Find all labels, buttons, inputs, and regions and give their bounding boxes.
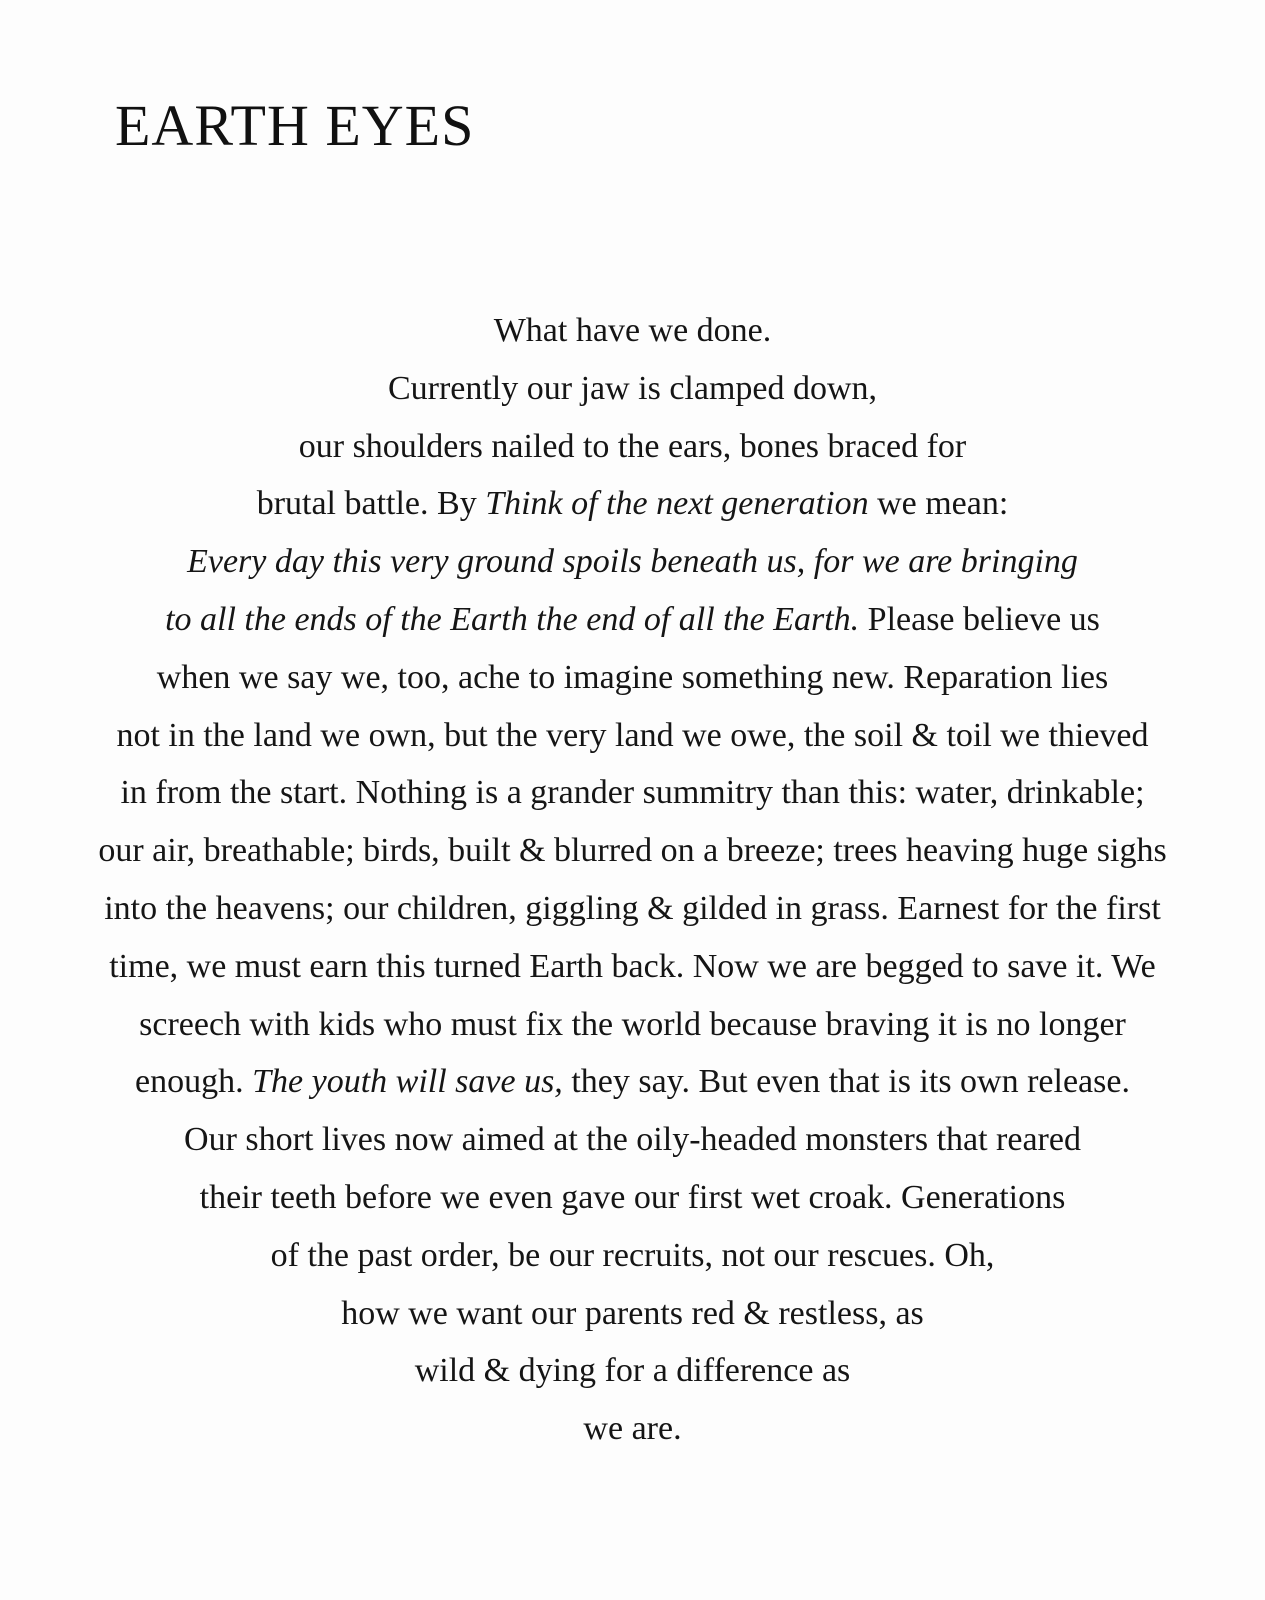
poem-italic-text: The youth will save us, [252,1063,563,1101]
poem-text: Please believe us [859,600,1100,638]
poem-line [20,302,1245,360]
poem-title: EARTH EYES [115,93,475,158]
poem-line [20,1342,1245,1400]
poem-line [20,591,1245,649]
poem-text: enough. [135,1063,253,1101]
poem-text: our air, breathable; birds, built & blurred on a breeze; trees heaving huge sighs [98,832,1167,870]
poem-line [20,475,1245,533]
poem-text: when we say we, too, ache to imagine something new. Reparation lies [156,658,1109,696]
poem-text: how we want our parents red & restless, as [341,1294,924,1332]
poem-text: of the past order, be our recruits, not our rescues. Oh, [270,1236,995,1274]
poem-line [20,1053,1245,1111]
poem-text: we are. [583,1410,682,1448]
poem-text: time, we must earn this turned Earth back. Now we are begged to save it. We [109,947,1156,985]
poem-text: our shoulders nailed to the ears, bones braced for [298,427,967,465]
poem-line [20,418,1245,476]
poem-line [20,707,1245,765]
poem-text: What have we done. [493,312,772,349]
poem-italic-text: Think of the next generation [485,485,869,523]
poem-line [20,360,1245,418]
poem-text: screech with kids who must fix the world because braving it is no longer [139,1005,1126,1043]
poem-italic-text: to all the ends of the Earth the end of all the Earth. [165,600,860,638]
poem-line [20,649,1245,707]
poem-body [20,302,1245,1458]
poem-line [20,822,1245,880]
poem-text: their teeth before we even gave our first wet croak. Generations [199,1178,1066,1216]
poem-text: not in the land we own, but the very land we owe, the soil & toil we thieved [116,716,1149,754]
poem-line [20,764,1245,822]
poem-text: Our short lives now aimed at the oily-headed monsters that reared [184,1121,1081,1159]
poem-text: we mean: [868,485,1009,523]
poem-line [20,1227,1245,1285]
poem-line [20,1400,1245,1458]
poem-line [20,996,1245,1054]
poem-line [20,1111,1245,1169]
poem-line [20,1169,1245,1227]
poem-text: brutal battle. By [256,485,486,523]
poem-text: into the heavens; our children, giggling & gilded in grass. Earnest for the first [104,889,1161,927]
poem-line [20,1285,1245,1343]
poem-italic-text: Every day this very ground spoils beneath us, for we are bringing [187,543,1078,581]
poem-text: wild & dying for a difference as [414,1352,851,1390]
poem-text: in from the start. Nothing is a grander summitry than this: water, drinkable; [120,774,1145,812]
poem-line [20,880,1245,938]
poem-line [20,533,1245,591]
poem-text: they say. But even that is its own release. [562,1063,1130,1101]
poem-line [20,938,1245,996]
poem-text: Currently our jaw is clamped down, [387,369,878,407]
